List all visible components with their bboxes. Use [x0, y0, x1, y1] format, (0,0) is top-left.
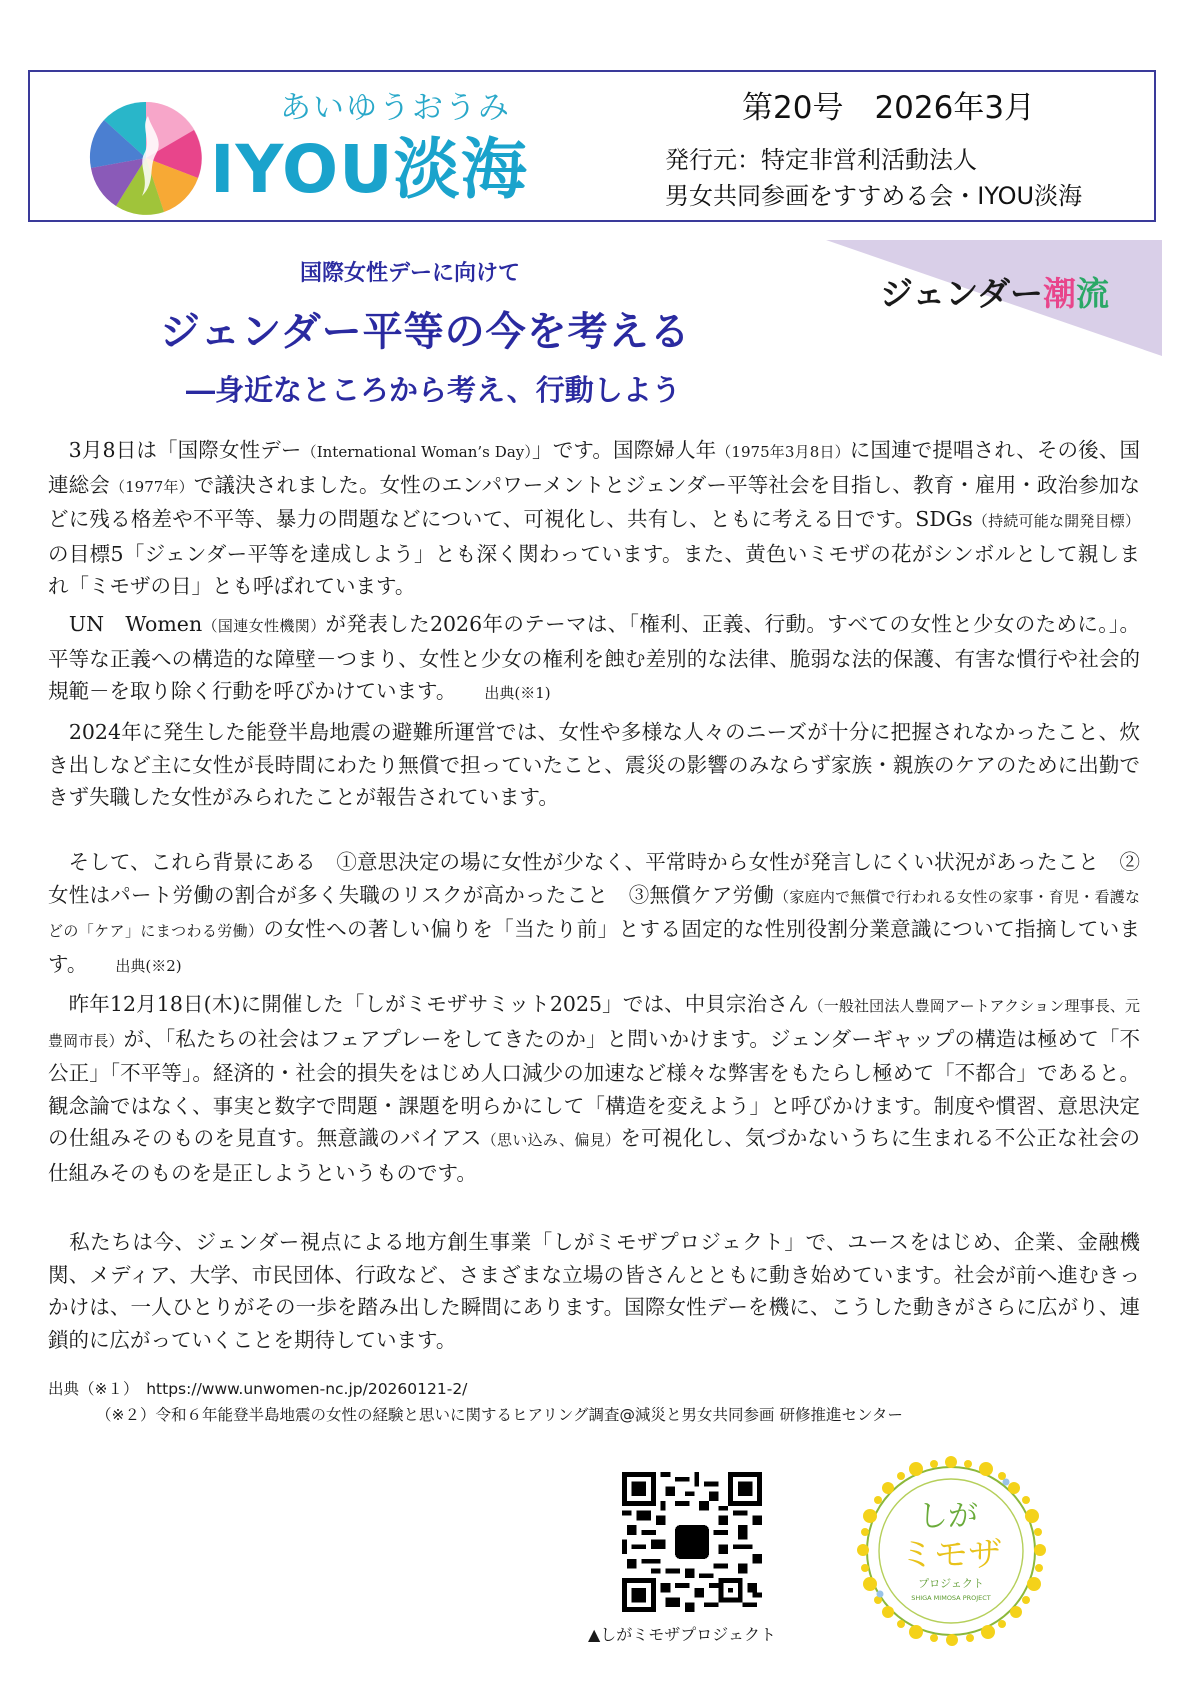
article-subtitle: ―身近なところから考え、行動しよう	[186, 373, 681, 407]
publisher-line-1: 発行元：特定非営利活動法人	[665, 146, 977, 174]
source-1: 出典（※１） https://www.unwomen-nc.jp/20260121-2/	[48, 1380, 468, 1398]
article-kicker: 国際女性デーに向けて	[300, 260, 521, 286]
logo-text-shiga: しが	[918, 1499, 978, 1534]
citation-2: 出典(※2)	[115, 956, 182, 975]
paragraph-1: 3月8日は「国際女性デー（International Woman’s Day）」です。国際婦人年（1975年3月8日）に国連で提唱され、その後、国連総会（1977年）で議決されました。女性のエンパワーメントとジェンダー平等社会を目指し、教育・雇用・政治参加などに残る格差や不平等、暴力の問題などについて、可視化し、共有し、ともに考える日です。SDGs（持続可能な開発目標）の目標5「ジェンダー平等を達成しよう」とも深く関わっています。また、黄色いミモザの花がシンボルとして親しまれ「ミモザの日」とも呼ばれています。	[48, 438, 1140, 598]
citation-1: 出典(※1)	[484, 684, 551, 702]
paragraph-4: そして、これら背景にある ①意思決定の場に女性が少なく、平常時から女性が発言しにくい状況があったこと ②女性はパート労働の割合が多く失職のリスクが高かったこと ③無償ケア労働（家庭内で無償で行われる女性の家事・育児・看護などの「ケア」にまつわる労働）の女性への著しい偏りを「当たり前」とする固定的な性別役割分業意識について指摘しています。 出典(※2)	[48, 850, 1140, 976]
paragraph-6: 私たちは今、ジェンダー視点による地方創生事業「しがミモザプロジェクト」で、ユースをはじめ、企業、金融機関、メディア、大学、市民団体、行政など、さまざまな立場の皆さんとともに動き始めています。社会が前へ進むきっかけは、一人ひとりがその一歩を踏み出した瞬間にあります。国際女性デーを機に、こうした動きがさらに広がり、連鎖的に広がっていくことを期待しています。	[48, 1230, 1140, 1352]
mimosa-wreath-logo-icon	[846, 1444, 1056, 1658]
column-label-part2: 潮	[1043, 274, 1077, 313]
logo-text-project: プロジェクト	[918, 1577, 984, 1590]
sources-list	[48, 1376, 1148, 1428]
issue-number: 第20号 2026年3月	[742, 90, 1036, 126]
column-label-part1: ジェンダー	[880, 274, 1044, 313]
logo-ruby: あいゆうおうみ	[280, 90, 511, 126]
publisher-line-2: 男女共同参画をすすめる会・IYOU淡海	[665, 182, 1083, 210]
logo-text-english: SHIGA MIMOSA PROJECT	[911, 1594, 991, 1602]
article-title: ジェンダー平等の今を考える	[160, 308, 691, 355]
logo-text-mimosa: ミモザ	[900, 1535, 1002, 1575]
logo-mark-icon	[86, 98, 206, 218]
qr-caption: ▲しがミモザプロジェクト	[588, 1625, 776, 1644]
column-label-part3: 流	[1076, 274, 1110, 313]
logo-wordmark: IYOU淡海	[210, 131, 528, 208]
column-label	[880, 268, 1109, 315]
source-2: （※２）令和６年能登半島地震の女性の経験と思いに関するヒアリング調査@減災と男女共同参画 研修推進センター	[96, 1406, 903, 1424]
paragraph-2: UN Women（国連女性機関）が発表した2026年のテーマは、「権利、正義、行動。すべての女性と少女のために。」。平等な正義への構造的な障壁－つまり、女性と少女の権利を蝕む差別的な法律、脆弱な法的保護、有害な慣行や社会的規範－を取り除く行動を呼びかけています。 出典(※1)	[48, 612, 1140, 703]
paragraph-3: 2024年に発生した能登半島地震の避難所運営では、女性や多様な人々のニーズが十分に把握されなかったこと、炊き出しなど主に女性が長時間にわたり無償で担っていたこと、震災の影響のみならず家族・親族のケアのために出勤できず失職した女性がみられたことが報告されています。	[48, 720, 1140, 809]
paragraph-5: 昨年12月18日(木)に開催した「しがミモザサミット2025」では、中貝宗治さん（一般社団法人豊岡アートアクション理事長、元豊岡市長）が、「私たちの社会はフェアプレーをしてきたのか」と問いかけます。ジェンダーギャップの構造は極めて「不公正」「不平等」。経済的・社会的損失をはじめ人口減少の加速など様々な弊害をもたらし極めて「不都合」であると。観念論ではなく、事実と数字で問題・課題を明らかにして「構造を変えよう」と呼びかけます。制度や慣習、意思決定の仕組みそのものを見直す。無意識のバイアス（思い込み、偏見）を可視化し、気づかないうちに生まれる不公正な社会の仕組みそのものを是正しようというものです。	[48, 992, 1140, 1185]
qr-code-icon[interactable]	[622, 1472, 762, 1612]
